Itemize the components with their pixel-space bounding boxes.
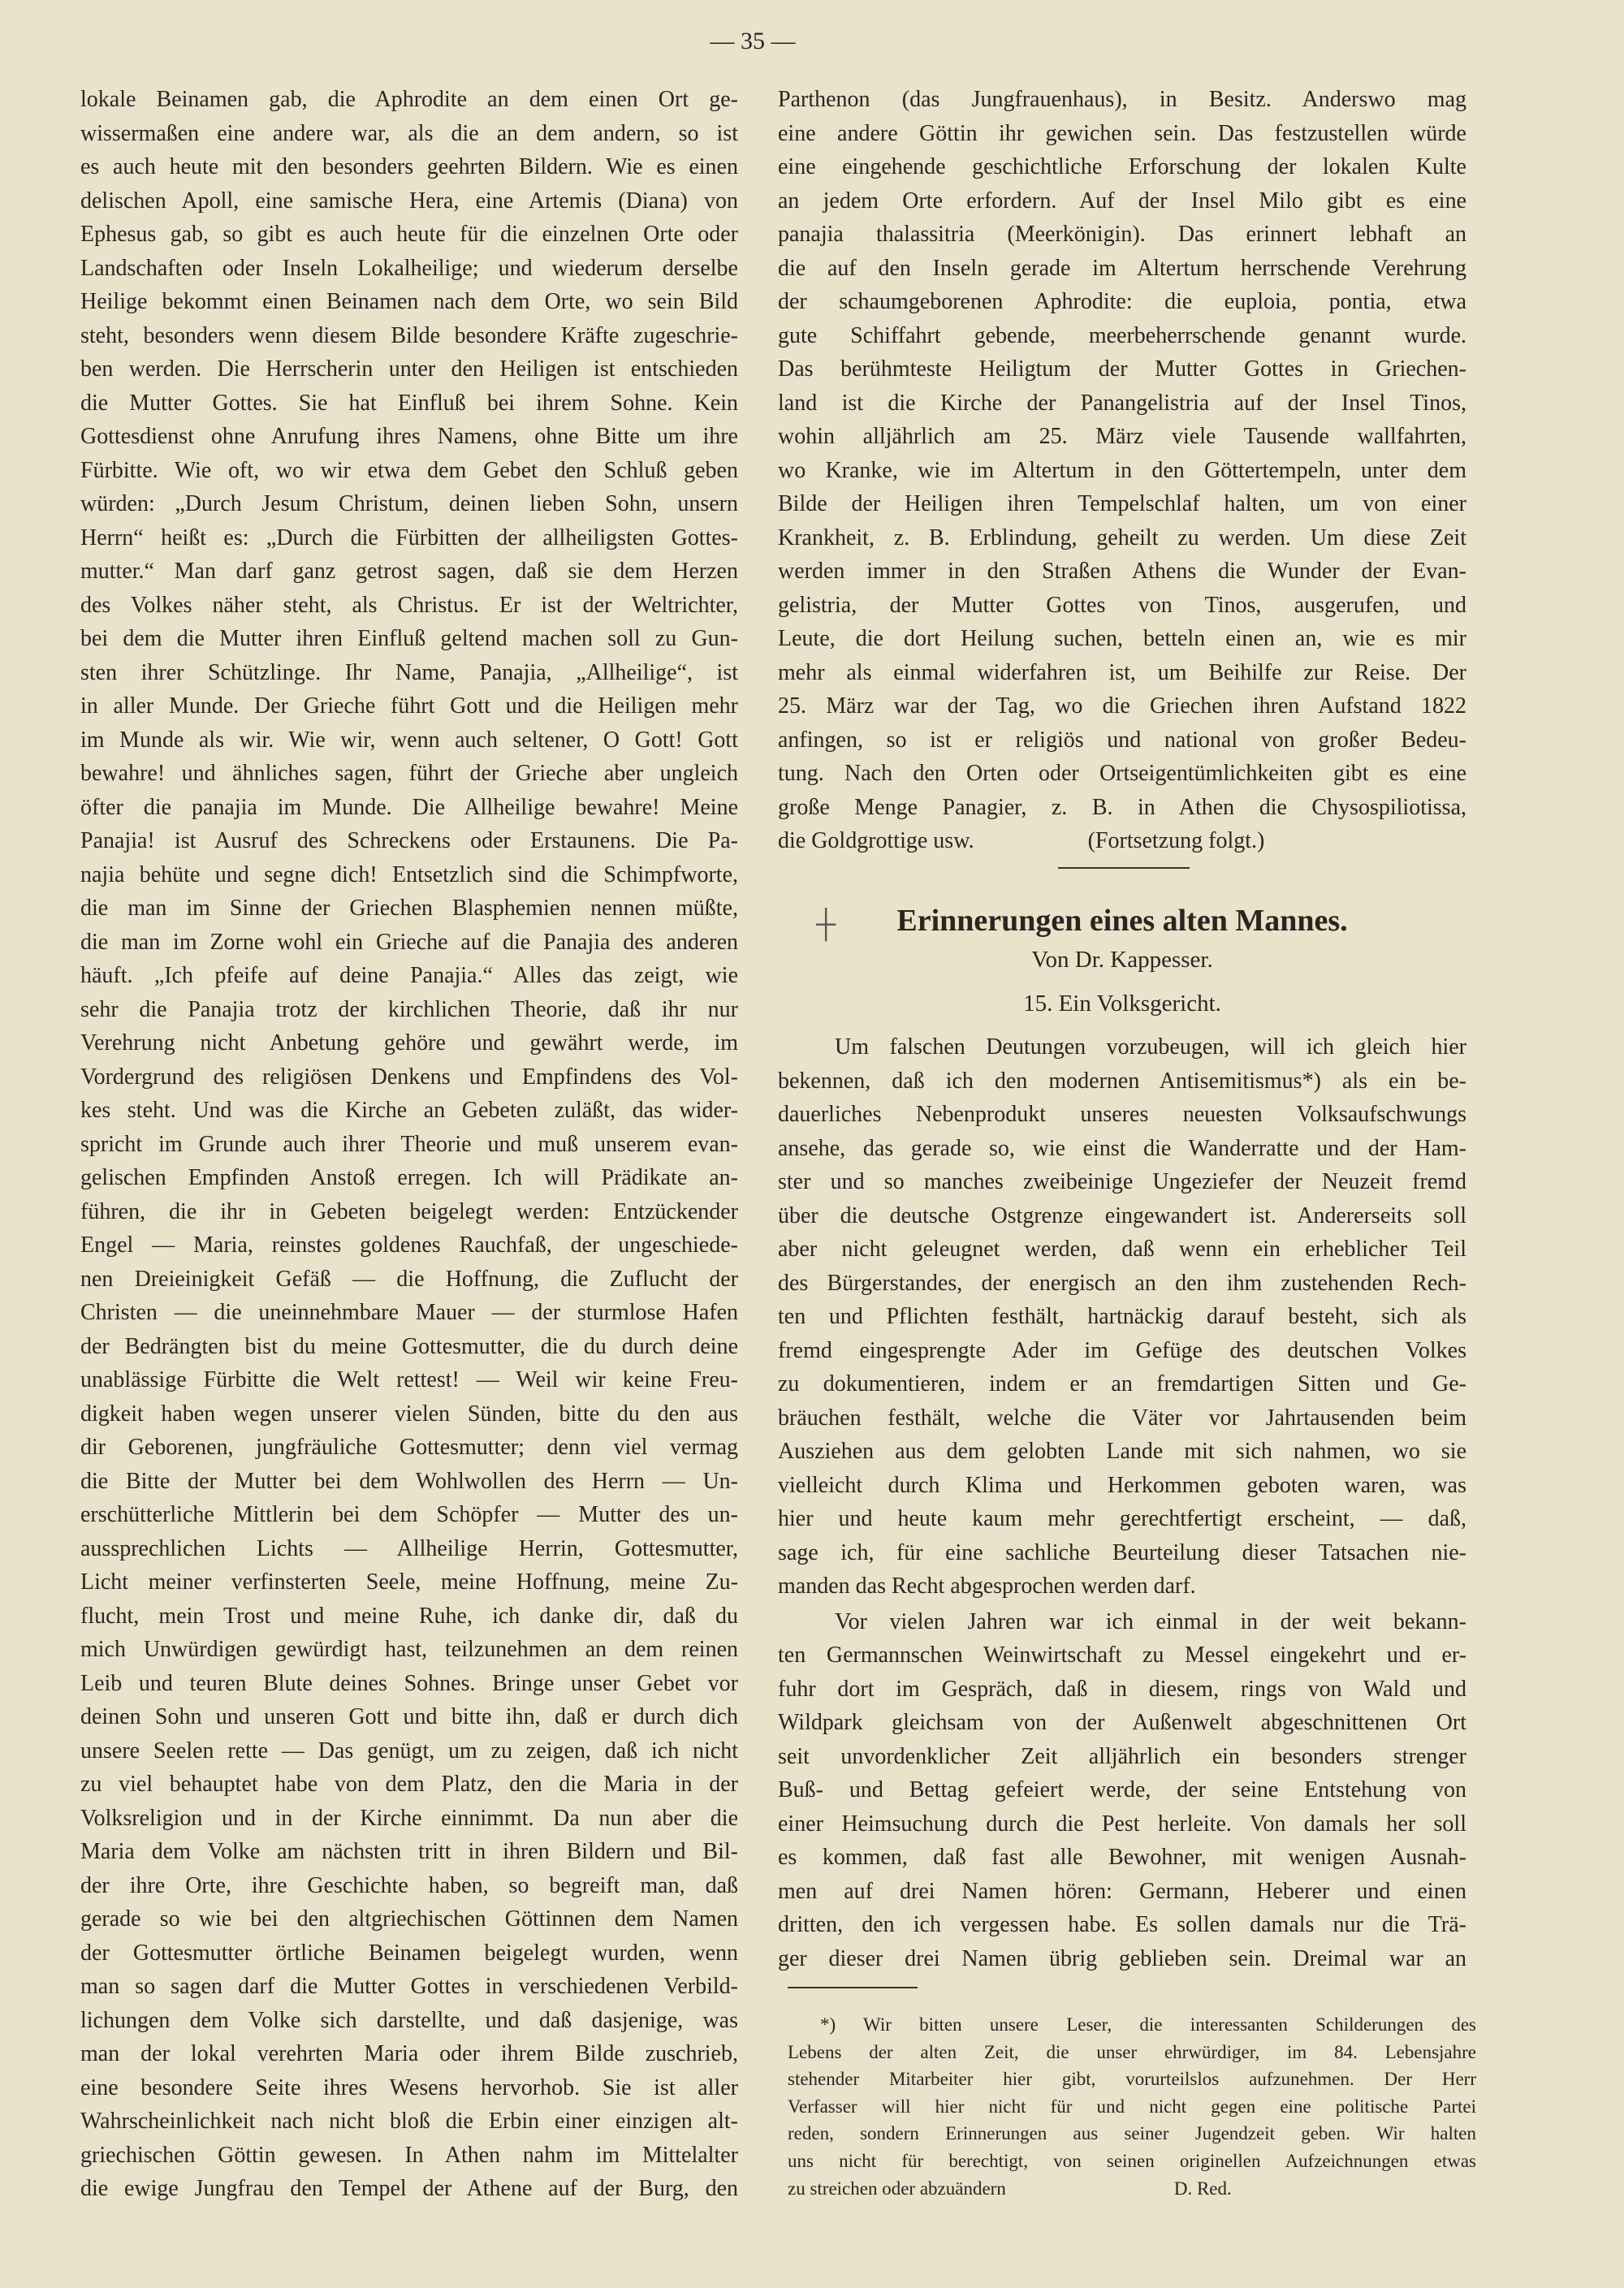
text-line: Ausziehen aus dem gelobten Lande mit sich nahmen, wo sie [778,1439,1466,1464]
text-line: werden immer in den Straßen Athens die Wunder der Evan- [778,559,1466,584]
text-line: wohin alljährlich am 25. März viele Tausende wallfahrten, [778,424,1466,449]
text-line: über die deutsche Ostgrenze eingewandert ist. Andererseits soll [778,1202,1466,1228]
text-line: wissermaßen eine andere war, als die an dem andern, so ist [80,120,738,146]
text-line: die man im Zorne wohl ein Grieche auf die Panajia des anderen [80,929,738,955]
text-line: unsere Seelen rette — Das genügt, um zu zeigen, daß ich nicht [80,1738,738,1763]
text-line: fuhr dort im Gespräch, daß in diesem, rings von Wald und [778,1676,1466,1702]
text-line: öfter die panajia im Munde. Die Allheilige bewahre! Meine [80,794,738,820]
text-line: erschütterliche Mittlerin bei dem Schöpfer — Mutter des un- [80,1502,738,1527]
text-line: mutter.“ Man darf ganz getrost sagen, daß sie dem Herzen [80,559,738,584]
cross-ornament-icon: ┼ [816,909,836,939]
text-line: dauerliches Nebenprodukt unseres neuesten Volksaufschwungs [778,1102,1466,1127]
text-line: griechischen Göttin gewesen. In Athen nahm im Mittelalter [80,2142,738,2168]
text-line: kes steht. Und was die Kirche an Gebeten zuläßt, das wider- [80,1098,738,1123]
text-line: dritten, den ich vergessen habe. Es sollen damals nur die Trä- [778,1912,1466,1937]
text-line: sten ihrer Schützlinge. Ihr Name, Panajia, „Allheilige“, ist [80,659,738,685]
text-line: steht, besonders wenn diesem Bilde besondere Kräfte zugeschrie- [80,322,738,348]
text-line: uns nicht für berechtigt, von seinen originellen Aufzeichnungen etwas [788,2150,1476,2171]
text-line: bekennen, daß ich den modernen Antisemitismus*) als ein be- [778,1068,1466,1094]
text-line: Lebens der alten Zeit, die unser ehrwürdiger, im 84. Lebensjahre [788,2041,1476,2062]
text-line: die ewige Jungfrau den Tempel der Athene auf der Burg, den [80,2176,738,2201]
text-line: des Volkes näher steht, als Christus. Er ist der Weltrichter, [80,592,738,618]
text-line: der Gottesmutter örtliche Beinamen beigelegt wurden, wenn [80,1940,738,1966]
text-line: Engel — Maria, reinstes goldenes Rauchfaß, der ungeschiede- [80,1232,738,1258]
text-line: der Bedrängten bist du meine Gottesmutter, die du durch deine [80,1333,738,1359]
text-line: führen, die ihr in Gebeten beigelegt werden: Entzückender [80,1198,738,1224]
text-line: delischen Apoll, eine samische Hera, eine Artemis (Diana) von [80,188,738,214]
text-line: Volksreligion und in der Kirche einnimmt. Da nun aber die [80,1805,738,1831]
right-column [778,83,1466,858]
text-line: die Bitte der Mutter bei dem Wohlwollen des Herrn — Un- [80,1468,738,1494]
text-line: Buß- und Bettag gefeiert werde, der seine Entstehung von [778,1777,1466,1802]
text-line: flucht, mein Trost und meine Ruhe, ich danke dir, daß du [80,1603,738,1629]
text-line: in aller Munde. Der Grieche führt Gott und die Heiligen mehr [80,693,738,719]
text-line: mehr als einmal widerfahren ist, um Beihilfe zur Reise. Der [778,659,1466,685]
text-line: seit unvordenklicher Zeit alljährlich ein besonders strenger [778,1743,1466,1769]
text-line: tung. Nach den Orten oder Ortseigentümlichkeiten gibt es eine [778,761,1466,786]
text-line: zu streichen oder abzuändern D. Red. [788,2178,1232,2199]
text-line: der schaumgeborenen Aphrodite: die euploia, pontia, etwa [778,289,1466,314]
text-line: Christen — die uneinnehmbare Mauer — der sturmlose Hafen [80,1300,738,1325]
text-line: des Bürgerstandes, der energisch an den ihm zustehenden Rech- [778,1270,1466,1296]
text-line: ten Germannschen Weinwirtschaft zu Messel eingekehrt und er- [778,1643,1466,1668]
text-line: gelistria, der Mutter Gottes von Tinos, ausgerufen, und [778,592,1466,618]
text-line: spricht im Grunde auch ihrer Theorie und muß unserem evan- [80,1131,738,1157]
text-line: an jedem Orte erfordern. Auf der Insel Milo gibt es eine [778,188,1466,214]
text-line: fremd eingesprengte Ader im Gefüge des deutschen Volkes [778,1337,1466,1363]
section-divider [1058,867,1190,869]
text-line: 25. März war der Tag, wo die Griechen ihren Aufstand 1822 [778,693,1466,719]
text-line: die Goldgrottige usw. (Fortsetzung folgt.) [778,828,1265,853]
text-line: einer Heimsuchung durch die Pest herleite. Von damals her soll [778,1811,1466,1837]
article-title: Erinnerungen eines alten Mannes. [896,904,1348,938]
text-line: bräuchen festhält, welche die Väter vor Jahrtausenden beim [778,1405,1466,1431]
text-line: die auf den Inseln gerade im Altertum herrschende Verehrung [778,255,1466,281]
text-line: lichungen dem Volke sich darstellte, und daß dasjenige, was [80,2007,738,2033]
text-line: zu viel behauptet habe von dem Platz, den die Maria in der [80,1772,738,1797]
text-line: Wildpark gleichsam von der Außenwelt abgeschnittenen Ort [778,1710,1466,1735]
text-line: digkeit haben wegen unserer vielen Sünden, bitte du den aus [80,1401,738,1427]
text-line: Parthenon (das Jungfrauenhaus), in Besitz. Anderswo mag [778,87,1466,112]
text-line: Bilde der Heiligen ihren Tempelschlaf halten, um von einer [778,491,1466,516]
text-line: lokale Beinamen gab, die Aphrodite an dem einen Ort ge- [80,87,738,112]
text-line: Ephesus gab, so gibt es auch heute für die einzelnen Orte oder [80,222,738,247]
text-line: ben werden. Die Herrscherin unter den Heiligen ist entschieden [80,356,738,382]
text-line: anfingen, so ist er religiös und national von großer Bedeu- [778,727,1466,753]
text-line: sehr die Panajia trotz der kirchlichen Theorie, daß ihr nur [80,996,738,1022]
text-line: die man im Sinne der Griechen Blasphemien nennen müßte, [80,896,738,921]
text-line: Maria dem Volke am nächsten tritt in ihren Bildern und Bil- [80,1839,738,1864]
text-line: man der lokal verehrten Maria oder ihrem Bilde zuschrieb, [80,2041,738,2066]
text-line: Vordergrund des religiösen Denkens und Empfindens des Vol- [80,1064,738,1090]
text-line: aussprechlichen Lichts — Allheilige Herrin, Gottesmutter, [80,1535,738,1561]
text-line: reden, sondern Erinnerungen aus seiner Jugendzeit geben. Wir halten [788,2123,1476,2144]
text-line: Verfasser will hier nicht für und nicht gegen eine politische Partei [788,2096,1476,2117]
text-line: mich Unwürdigen gewürdigt hast, teilzunehmen an dem reinen [80,1637,738,1662]
text-line: zu dokumentieren, indem er an fremdartigen Sitten und Ge- [778,1371,1466,1397]
text-line: große Menge Panagier, z. B. in Athen die Chysospiliotissa, [778,794,1466,820]
text-line: Leute, die dort Heilung suchen, betteln einen an, wie es mir [778,626,1466,651]
text-line: vielleicht durch Klima und Herkommen geboten waren, was [778,1472,1466,1498]
text-line: Verehrung nicht Anbetung gehöre und gewährt werde, im [80,1030,738,1056]
text-line: eine eingehende geschichtliche Erforschung der lokalen Kulte [778,154,1466,179]
text-line: Herrn“ heißt es: „Durch die Fürbitten der allheiligsten Gottes- [80,525,738,550]
text-line: die Mutter Gottes. Sie hat Einfluß bei ihrem Sohne. Kein [80,390,738,416]
footnote-divider [788,1987,918,1988]
text-line: nen Dreieinigkeit Gefäß — die Hoffnung, die Zuflucht der [80,1266,738,1292]
text-line: ansehe, das gerade so, wie einst die Wanderratte und der Ham- [778,1135,1466,1161]
text-line: Gottesdienst ohne Anrufung ihres Namens, ohne Bitte um ihre [80,424,738,449]
text-line: gelischen Empfinden Anstoß erregen. Ich will Prädikate an- [80,1165,738,1190]
text-line: Wahrscheinlichkeit nach nicht bloß die Erbin einer einzigen alt- [80,2109,738,2134]
text-line: land ist die Kirche der Panangelistria auf der Insel Tinos, [778,390,1466,416]
text-line: Heilige bekommt einen Beinamen nach dem Orte, wo sein Bild [80,289,738,314]
text-line: stehender Mitarbeiter hier gibt, vorurteilslos aufzunehmen. Der Herr [788,2069,1476,2090]
text-line: würden: „Durch Jesum Christum, deinen lieben Sohn, unsern [80,491,738,516]
text-line: hier und heute kaum mehr gerechtfertigt erscheint, — daß, [778,1506,1466,1531]
page-number: — 35 — [710,28,796,54]
text-line: im Munde als wir. Wie wir, wenn auch seltener, O Gott! Gott [80,727,738,753]
text-line: dir Geborenen, jungfräuliche Gottesmutter; denn viel vermag [80,1435,738,1460]
text-line: aber nicht geleugnet werden, daß wenn ein erheblicher Teil [778,1237,1466,1262]
text-line: gerade so wie bei den altgriechischen Göttinnen dem Namen [80,1906,738,1932]
text-line: wo Kranke, wie im Altertum in den Göttertempeln, unter dem [778,457,1466,483]
text-line: Um falschen Deutungen vorzubeugen, will ich gleich hier [835,1034,1466,1060]
text-line: Leib und teuren Blute deines Sohnes. Bringe unser Gebet vor [80,1670,738,1696]
text-line: bei dem die Mutter ihren Einfluß geltend machen soll zu Gun- [80,626,738,651]
text-line: panajia thalassitria (Meerkönigin). Das erinnert lebhaft an [778,222,1466,247]
text-line: ster und so manches zweibeinige Ungeziefer der Neuzeit fremd [778,1169,1466,1194]
footnote [788,2011,1476,2202]
text-line: Krankheit, z. B. Erblindung, geheilt zu werden. Um diese Zeit [778,525,1466,550]
text-line: deinen Sohn und unseren Gott und bitte ihn, daß er durch dich [80,1704,738,1729]
text-line: der ihre Orte, ihre Geschichte haben, so begreift man, daß [80,1872,738,1898]
text-line: es auch heute mit den besonders geehrten Bildern. Wie es einen [80,154,738,179]
text-line: najia behüte und segne dich! Entsetzlich sind die Schimpfworte, [80,861,738,887]
text-line: manden das Recht abgesprochen werden darf. [778,1574,1196,1599]
text-line: Licht meiner verfinsterten Seele, meine Hoffnung, meine Zu- [80,1569,738,1595]
text-line: unablässige Fürbitte die Welt rettest! — Weil wir keine Freu- [80,1367,738,1392]
text-line: men auf drei Namen hören: Germann, Heberer und einen [778,1878,1466,1904]
text-line: sage ich, für eine sachliche Beurteilung dieser Tatsachen nie- [778,1539,1466,1565]
text-line: eine andere Göttin ihr gewichen sein. Das festzustellen würde [778,120,1466,146]
text-line: bewahre! und ähnliches sagen, führt der Grieche aber ungleich [80,761,738,786]
text-line: Landschaften oder Inseln Lokalheilige; und wiederum derselbe [80,255,738,281]
text-line: es kommen, daß fast alle Bewohner, mit wenigen Ausnah- [778,1845,1466,1870]
text-line: Fürbitte. Wie oft, wo wir etwa dem Gebet den Schluß geben [80,457,738,483]
text-line: eine besondere Seite ihres Wesens hervorhob. Sie ist aller [80,2074,738,2100]
text-line: Vor vielen Jahren war ich einmal in der weit bekann- [835,1608,1466,1634]
text-line: Panajia! ist Ausruf des Schreckens oder Erstaunens. Die Pa- [80,828,738,853]
text-line: ten und Pflichten festhält, hartnäckig darauf besteht, sich als [778,1304,1466,1329]
article-body [778,1030,1466,1975]
text-line: man so sagen darf die Mutter Gottes in verschiedenen Verbild- [80,1974,738,1999]
article-subtitle: 15. Ein Volksgericht. [1023,991,1221,1017]
article-byline: Von Dr. Kappesser. [1031,947,1213,973]
text-line: Das berühmteste Heiligtum der Mutter Gottes in Griechen- [778,356,1466,382]
text-line: häuft. „Ich pfeife auf deine Panajia.“ Alles das zeigt, wie [80,963,738,988]
text-line: ger dieser drei Namen übrig geblieben sein. Dreimal war an [778,1945,1466,1971]
text-line: *) Wir bitten unsere Leser, die interessanten Schilderungen des [820,2014,1476,2035]
left-column [80,83,738,2206]
text-line: gute Schiffahrt gebende, meerbeherrschende genannt wurde. [778,322,1466,348]
